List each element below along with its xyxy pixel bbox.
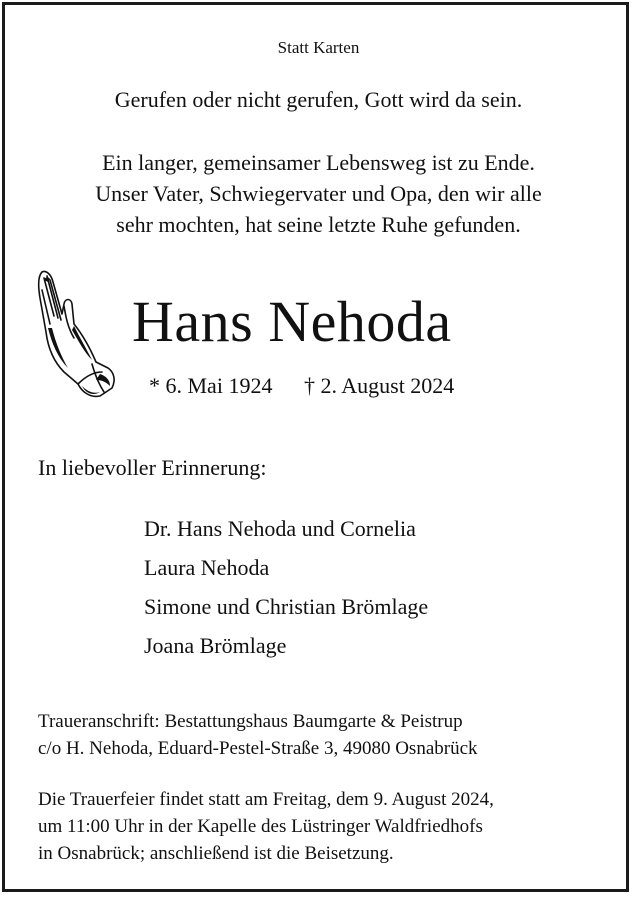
mourner-name: Simone und Christian Brömlage (144, 594, 429, 619)
address-line: c/o H. Nehoda, Eduard-Pestel-Straße 3, 49080 Osnabrück (38, 738, 478, 759)
ceremony-line: um 11:00 Uhr in der Kapelle des Lüstringer Waldfriedhofs (38, 816, 483, 837)
death-date: † 2. August 2024 (303, 373, 455, 398)
ceremony-line: Die Trauerfeier findet statt am Freitag, dem 9. August 2024, (38, 789, 494, 810)
praying-hands-icon (34, 268, 120, 400)
motto: Gerufen oder nicht gerufen, Gott wird da sein. (114, 87, 523, 112)
address-line: Traueranschrift: Bestattungshaus Baumgarte & Peistrup (38, 711, 463, 732)
header-note: Statt Karten (277, 38, 360, 57)
life-dates (149, 373, 454, 399)
ceremony-line: in Osnabrück; anschließend ist die Beisetzung. (38, 843, 394, 864)
mourners-list (144, 509, 428, 665)
ceremony-info (38, 786, 494, 867)
tribute-text (0, 147, 637, 240)
remembrance-heading: In liebevoller Erinnerung: (38, 455, 267, 480)
mourning-address (38, 708, 478, 762)
tribute-line: sehr mochten, hat seine letzte Ruhe gefunden. (116, 212, 521, 237)
deceased-name: Hans Nehoda (132, 289, 452, 354)
tribute-line: Ein langer, gemeinsamer Lebensweg ist zu Ende. (102, 150, 535, 175)
mourner-name: Joana Brömlage (144, 633, 287, 658)
mourner-name: Dr. Hans Nehoda und Cornelia (144, 516, 416, 541)
mourner-name: Laura Nehoda (144, 555, 270, 580)
birth-date: * 6. Mai 1924 (149, 373, 273, 398)
tribute-line: Unser Vater, Schwiegervater und Opa, den wir alle (95, 181, 542, 206)
